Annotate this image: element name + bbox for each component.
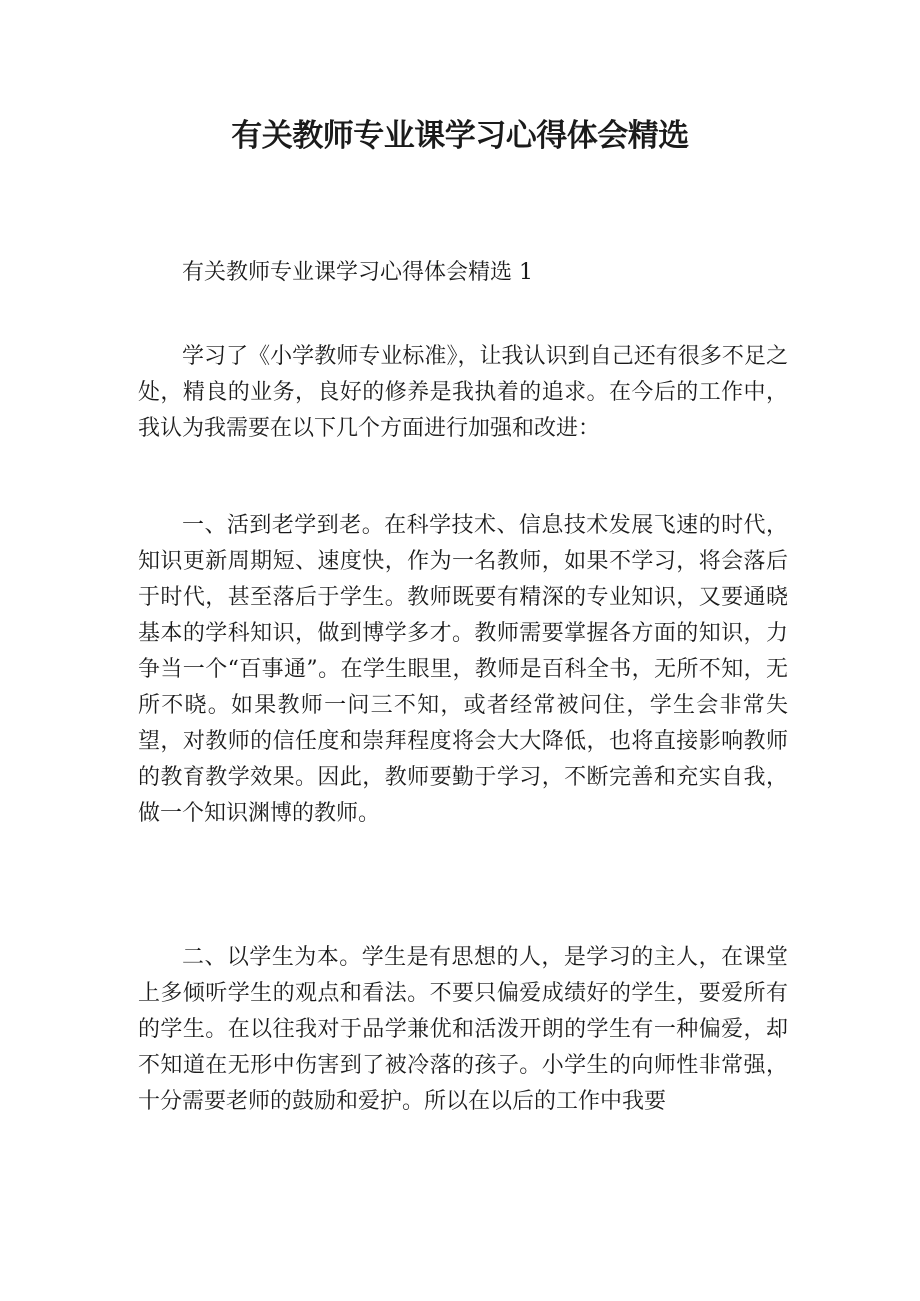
section-heading: 有关教师专业课学习心得体会精选 1: [182, 260, 533, 285]
paragraph-student-centered: 二、以学生为本。学生是有思想的人，是学习的主人，在课堂上多倾听学生的观点和看法。不要只偏爱成绩好的学生，要爱所有的学生。在以往我对于品学兼优和活泼开朗的学生有一种偏爱，却不知道在无形中伤害到了被冷落的孩子。小学生的向师性非常强，十分需要老师的鼓励和爱护。所以在以后的工作中我要: [138, 945, 788, 1114]
paragraph-lifelong-learning: 一、活到老学到老。在科学技术、信息技术发展飞速的时代，知识更新周期短、速度快，作为一名教师，如果不学习，将会落后于时代，甚至落后于学生。教师既要有精深的专业知识，又要通晓基本的学科知识，做到博学多才。教师需要掌握各方面的知识，力争当一个“百事通”。在学生眼里，教师是百科全书，无所不知，无所不晓。如果教师一问三不知，或者经常被问住，学生会非常失望，对教师的信任度和崇拜程度将会大大降低，也将直接影响教师的教育教学效果。因此，教师要勤于学习，不断完善和充实自我，做一个知识渊博的教师。: [138, 513, 788, 826]
document-title: 有关教师专业课学习心得体会精选: [231, 118, 689, 154]
paragraph-intro: 学习了《小学教师专业标准》，让我认识到自己还有很多不足之处，精良的业务，良好的修养是我执着的追求。在今后的工作中，我认为我需要在以下几个方面进行加强和改进：: [138, 344, 788, 441]
